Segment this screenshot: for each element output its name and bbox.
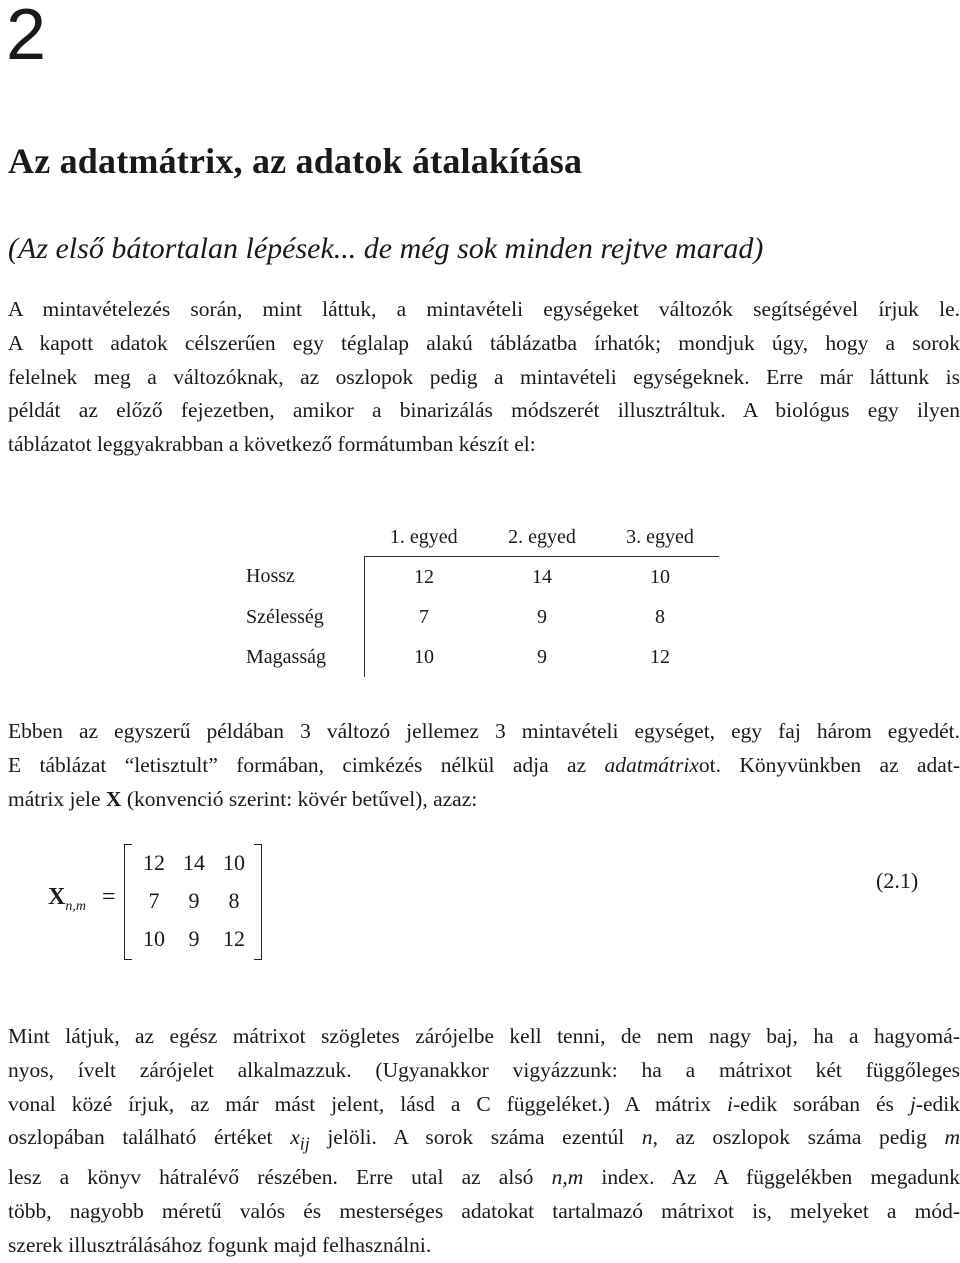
matrix-cell: 10 — [143, 926, 165, 951]
paragraph-line — [8, 783, 960, 817]
column-header: 2. egyed — [483, 518, 601, 557]
matrix-equation — [0, 840, 960, 964]
table-cell: 14 — [532, 565, 552, 588]
text-run: jelöli. A sorok száma ezentúl — [309, 1125, 642, 1150]
matrix-cell: 9 — [188, 926, 200, 951]
matrix-symbol: X — [105, 786, 122, 811]
matrix-grid — [134, 844, 254, 958]
text-run: vonal közé írjuk, az már mást jelent, lásd a C függeléket.) A mátrix — [8, 1091, 728, 1116]
matrix-cell: 12 — [223, 926, 245, 951]
table-cell: 9 — [537, 605, 547, 628]
paragraph-line — [8, 1161, 960, 1195]
paragraph-line — [8, 1121, 960, 1161]
chapter-number: 2 — [6, 0, 47, 75]
row-label: Hossz — [246, 557, 365, 598]
matrix-cell: 12 — [143, 850, 165, 875]
row-label: Szélesség — [246, 597, 365, 637]
matrix-row — [134, 844, 254, 882]
index-i: i — [727, 1091, 734, 1116]
specimen-table — [246, 518, 719, 677]
table-cell: 10 — [650, 565, 670, 588]
paragraph-line: szerek illusztrálásához fogunk majd felhasználni. — [8, 1233, 432, 1258]
table-cell: 9 — [537, 645, 547, 668]
matrix-cell: 9 — [188, 888, 200, 913]
chapter-title: Az adatmátrix, az adatok átalakítása — [8, 141, 583, 181]
paragraph-line: felelnek meg a változóknak, az oszlopok pedig a mintavételi egységeknek. Erre már láttunk is — [8, 364, 960, 389]
matrix-intro-paragraph — [8, 715, 960, 816]
table-header-row — [246, 518, 719, 557]
text-run: oszlopában található értéket — [8, 1125, 291, 1150]
symbol-nm: n,m — [551, 1165, 584, 1190]
matrix-notation-paragraph — [8, 1020, 960, 1263]
table-row — [246, 597, 719, 637]
paragraph-line: példát az előző fejezetben, amikor a binarizálás módszerét illusztráltuk. A biológus egy ilyen — [8, 398, 960, 423]
equation-lhs — [48, 884, 86, 915]
paragraph-line: Ebben az egyszerű példában 3 változó jellemez 3 mintavételi egységet, egy faj három egyedét. — [8, 719, 960, 743]
paragraph-line — [8, 749, 960, 783]
paragraph-line: táblázatot leggyakrabban a következő formátumban készít el: — [8, 432, 536, 457]
table-cell: 7 — [419, 605, 429, 628]
table-row — [246, 637, 719, 677]
chapter-subtitle: (Az első bátortalan lépések... de még sok minden rejtve marad) — [8, 232, 764, 265]
intro-paragraph — [8, 293, 960, 462]
matrix-row — [134, 920, 254, 958]
table-corner — [246, 518, 365, 557]
left-bracket — [124, 844, 132, 960]
right-bracket — [254, 844, 262, 960]
table-row — [246, 557, 719, 598]
text-run: , az oszlopok száma pedig — [652, 1125, 945, 1150]
text-run: ot. Könyvünkben az adat- — [698, 752, 960, 777]
matrix-cell: 10 — [223, 850, 245, 875]
equation-symbol: X — [48, 884, 66, 910]
table-cell: 12 — [414, 565, 434, 588]
equation-subscript: n,m — [65, 898, 86, 914]
text-run: mátrix jele — [8, 786, 106, 811]
column-header: 1. egyed — [365, 518, 484, 557]
symbol-n: n — [641, 1125, 653, 1150]
column-header: 3. egyed — [601, 518, 719, 557]
matrix-cell: 8 — [228, 888, 240, 913]
paragraph-line — [8, 1088, 960, 1122]
matrix — [124, 844, 262, 958]
matrix-cell: 7 — [148, 888, 160, 913]
equals-sign: = — [102, 884, 116, 910]
term-adatmatrix: adatmátrix — [604, 752, 699, 777]
text-run: index. Az A függelékben megadunk — [583, 1165, 960, 1190]
table-cell: 10 — [414, 645, 434, 668]
table-cell: 12 — [650, 645, 670, 668]
text-run: E táblázat “letisztult” formában, cimkézés nélkül adja az — [8, 752, 605, 777]
matrix-row — [134, 882, 254, 920]
index-j: j — [909, 1091, 916, 1116]
paragraph-line: A kapott adatok célszerűen egy téglalap alakú táblázatba írhatók; mondjuk úgy, hogy a sorok — [8, 330, 960, 355]
paragraph-line: Mint látjuk, az egész mátrixot szögletes zárójelbe kell tenni, de nem nagy baj, ha a hagyomá- — [8, 1024, 960, 1048]
paragraph-line: nyos, ívelt zárójelet alkalmazzuk. (Ugyanakkor vigyázzunk: ha a mátrixot két függőleges — [8, 1057, 960, 1082]
text-run: (konvenció szerint: kövér betűvel), azaz: — [121, 786, 478, 811]
table-cell: 8 — [655, 605, 665, 628]
matrix-cell: 14 — [183, 850, 205, 875]
row-label: Magasság — [246, 637, 365, 677]
paragraph-line: A mintavételezés során, mint láttuk, a mintavételi egységeket változók segítségével írjuk le. — [8, 297, 960, 321]
element-subscript: ij — [299, 1133, 310, 1154]
element-x: x — [290, 1125, 300, 1150]
text-run: -edik sorában és — [733, 1091, 910, 1116]
text-run: lesz a könyv hátralévő részében. Erre utal az alsó — [8, 1165, 552, 1190]
symbol-m: m — [944, 1125, 960, 1150]
text-run: -edik — [915, 1091, 960, 1116]
paragraph-line: több, nagyobb méretű valós és mesterséges adatokat tartalmazó mátrixot is, melyeket a mód- — [8, 1199, 960, 1224]
equation-number: (2.1) — [876, 868, 919, 893]
